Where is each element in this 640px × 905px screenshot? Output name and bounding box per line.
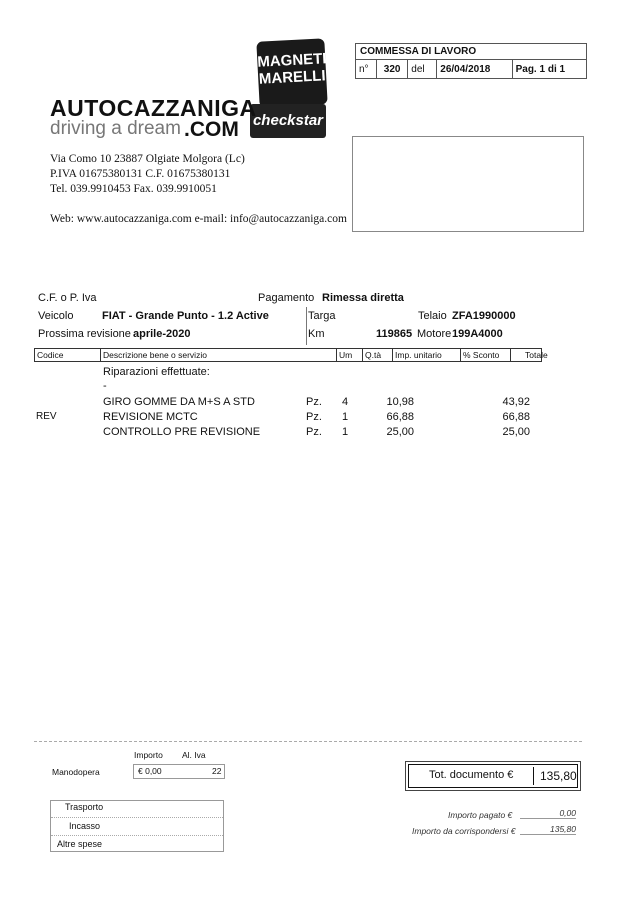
company-name: AUTOCAZZANIGA bbox=[50, 95, 257, 121]
commessa-page: Pag. 1 di 1 bbox=[515, 63, 566, 75]
pagamento-value: Rimessa diretta bbox=[322, 292, 404, 304]
table-row-desc: CONTROLLO PRE REVISIONE bbox=[103, 426, 261, 438]
manodopera-iva: 22 bbox=[212, 766, 222, 776]
revisione-label: Prossima revisione bbox=[38, 328, 131, 340]
pagato-label: Importo pagato € bbox=[448, 810, 513, 820]
motore-label: Motore bbox=[417, 328, 452, 340]
total-label: Tot. documento € bbox=[429, 769, 514, 781]
table-row-qty: 1 bbox=[342, 426, 349, 438]
table-row-desc: GIRO GOMME DA M+S A STD bbox=[103, 396, 255, 408]
table-row-total: 66,88 bbox=[502, 411, 530, 423]
telaio-label: Telaio bbox=[418, 310, 447, 322]
revisione-value: aprile-2020 bbox=[133, 328, 191, 340]
table-row-desc: REVISIONE MCTC bbox=[103, 411, 198, 423]
table-row-qty: 4 bbox=[342, 396, 349, 408]
commessa-date: 26/04/2018 bbox=[437, 60, 512, 78]
corrispondere-value: 135,80 bbox=[520, 824, 576, 835]
company-address: Via Como 10 23887 Olgiate Molgora (Lc) bbox=[50, 153, 245, 165]
aliva-label: Al. Iva bbox=[182, 750, 206, 760]
commessa-box bbox=[355, 43, 587, 79]
table-row-total: 43,92 bbox=[502, 396, 530, 408]
company-web: Web: www.autocazzaniga.com e-mail: info@autocazzaniga.com bbox=[50, 213, 347, 225]
pagamento-label: Pagamento bbox=[258, 292, 315, 304]
manodopera-label: Manodopera bbox=[52, 767, 100, 777]
table-row-um: Pz. bbox=[306, 426, 322, 438]
commessa-title: COMMESSA DI LAVORO bbox=[356, 44, 586, 60]
veicolo-label: Veicolo bbox=[38, 310, 74, 322]
manodopera-box bbox=[133, 764, 225, 779]
commessa-del-label: del bbox=[408, 60, 437, 78]
col-um: Um bbox=[337, 349, 363, 361]
table-row-um: Pz. bbox=[306, 411, 322, 423]
total-document-box bbox=[408, 764, 578, 788]
col-qta: Q.tà bbox=[363, 349, 393, 361]
magneti-logo-text: MAGNETI MARELLI bbox=[256, 50, 327, 88]
incasso-label: Incasso bbox=[69, 821, 101, 831]
table-row-um: Pz. bbox=[306, 396, 322, 408]
importo-label: Importo bbox=[134, 750, 163, 760]
pagato-value: 0,00 bbox=[520, 808, 576, 819]
commessa-number: 320 bbox=[377, 60, 408, 78]
targa-divider bbox=[306, 307, 307, 345]
km-value: 119865 bbox=[376, 328, 413, 340]
trasporto-label: Trasporto bbox=[65, 802, 104, 812]
recipient-address-box bbox=[352, 136, 584, 232]
total-value: 135,80 bbox=[533, 767, 577, 785]
manodopera-importo: € 0,00 bbox=[138, 766, 162, 776]
table-row-unit: 25,00 bbox=[386, 426, 414, 438]
col-totale: Totale bbox=[525, 350, 548, 360]
veicolo-value: FIAT - Grande Punto - 1.2 Active bbox=[102, 310, 269, 322]
km-label: Km bbox=[308, 328, 325, 340]
company-piva: P.IVA 01675380131 C.F. 01675380131 bbox=[50, 168, 231, 180]
extras-box bbox=[50, 800, 224, 852]
extras-divider bbox=[51, 817, 223, 818]
col-sconto: % Sconto bbox=[461, 349, 511, 361]
checkstar-logo bbox=[250, 104, 326, 138]
table-row-total: 25,00 bbox=[502, 426, 530, 438]
table-row-unit: 66,88 bbox=[386, 411, 414, 423]
checkstar-logo-text: checkstar bbox=[252, 112, 324, 129]
items-table-header bbox=[34, 348, 548, 362]
extras-divider bbox=[51, 835, 223, 836]
cf-label: C.F. o P. Iva bbox=[38, 292, 97, 304]
table-row-qty: 1 bbox=[342, 411, 349, 423]
table-row-unit: 10,98 bbox=[386, 396, 414, 408]
altre-spese-label: Altre spese bbox=[57, 839, 103, 849]
company-domain-suffix: .COM bbox=[184, 118, 239, 141]
col-codice: Codice bbox=[35, 349, 101, 361]
table-row-code: REV bbox=[36, 411, 57, 422]
company-slogan: driving a dream bbox=[50, 118, 181, 139]
col-imp-unitario: Imp. unitario bbox=[393, 349, 461, 361]
items-dash: - bbox=[103, 380, 107, 392]
targa-label: Targa bbox=[308, 310, 336, 322]
commessa-n-label: n° bbox=[356, 60, 377, 78]
company-phone: Tel. 039.9910453 Fax. 039.9910051 bbox=[50, 183, 217, 195]
motore-value: 199A4000 bbox=[452, 328, 503, 340]
magneti-marelli-logo bbox=[256, 38, 327, 107]
col-descrizione: Descrizione bene o servizio bbox=[101, 349, 337, 361]
footer-divider bbox=[34, 741, 582, 742]
telaio-value: ZFA1990000 bbox=[452, 310, 516, 322]
corrispondere-label: Importo da corrispondersi € bbox=[412, 826, 516, 836]
items-intro: Riparazioni effettuate: bbox=[103, 366, 210, 378]
